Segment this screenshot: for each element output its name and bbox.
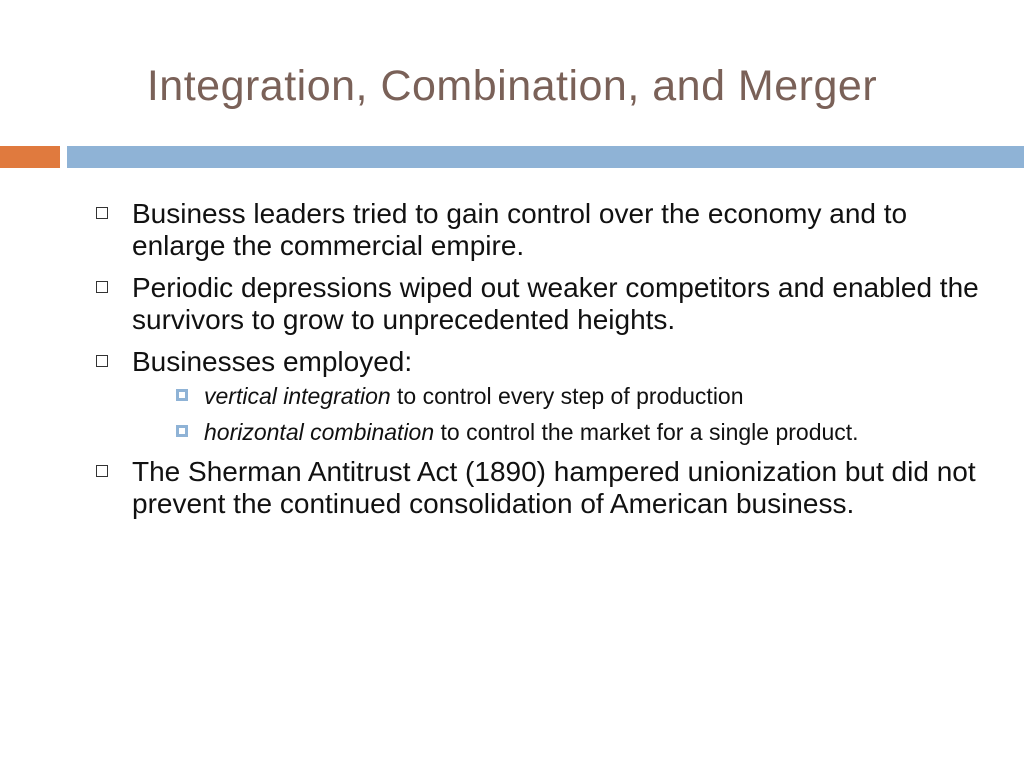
sub-bullet-text: to control every step of production: [390, 383, 744, 409]
sub-bullet-list: [132, 382, 996, 446]
bullet-item: [96, 272, 996, 336]
sub-bullet-item: [168, 418, 996, 446]
bullet-item: [96, 346, 996, 446]
square-bullet-icon: [96, 207, 108, 219]
square-bullet-icon: [96, 281, 108, 293]
slide-title: Integration, Combination, and Merger: [146, 62, 878, 110]
bullet-text: Businesses employed:: [132, 346, 413, 377]
bullet-list: [96, 198, 996, 530]
bullet-item: [96, 198, 996, 262]
sub-bullet-item: [168, 382, 996, 410]
bullet-item: [96, 456, 996, 520]
square-bullet-icon: [96, 355, 108, 367]
title-underline-bar: [67, 146, 1024, 168]
bullet-text: The Sherman Antitrust Act (1890) hampered unionization but did not prevent the continued consolidation of American business.: [132, 456, 976, 519]
accent-bar: [0, 146, 60, 168]
filled-square-bullet-icon: [176, 425, 188, 437]
bullet-text: Business leaders tried to gain control over the economy and to enlarge the commercial empire.: [132, 198, 908, 261]
square-bullet-icon: [96, 465, 108, 477]
sub-bullet-emphasis: horizontal combination: [204, 419, 435, 445]
sub-bullet-emphasis: vertical integration: [204, 383, 391, 409]
filled-square-bullet-icon: [176, 389, 188, 401]
bullet-text: Periodic depressions wiped out weaker competitors and enabled the survivors to grow to unprecedented heights.: [132, 272, 979, 335]
sub-bullet-text: to control the market for a single product.: [434, 419, 859, 445]
